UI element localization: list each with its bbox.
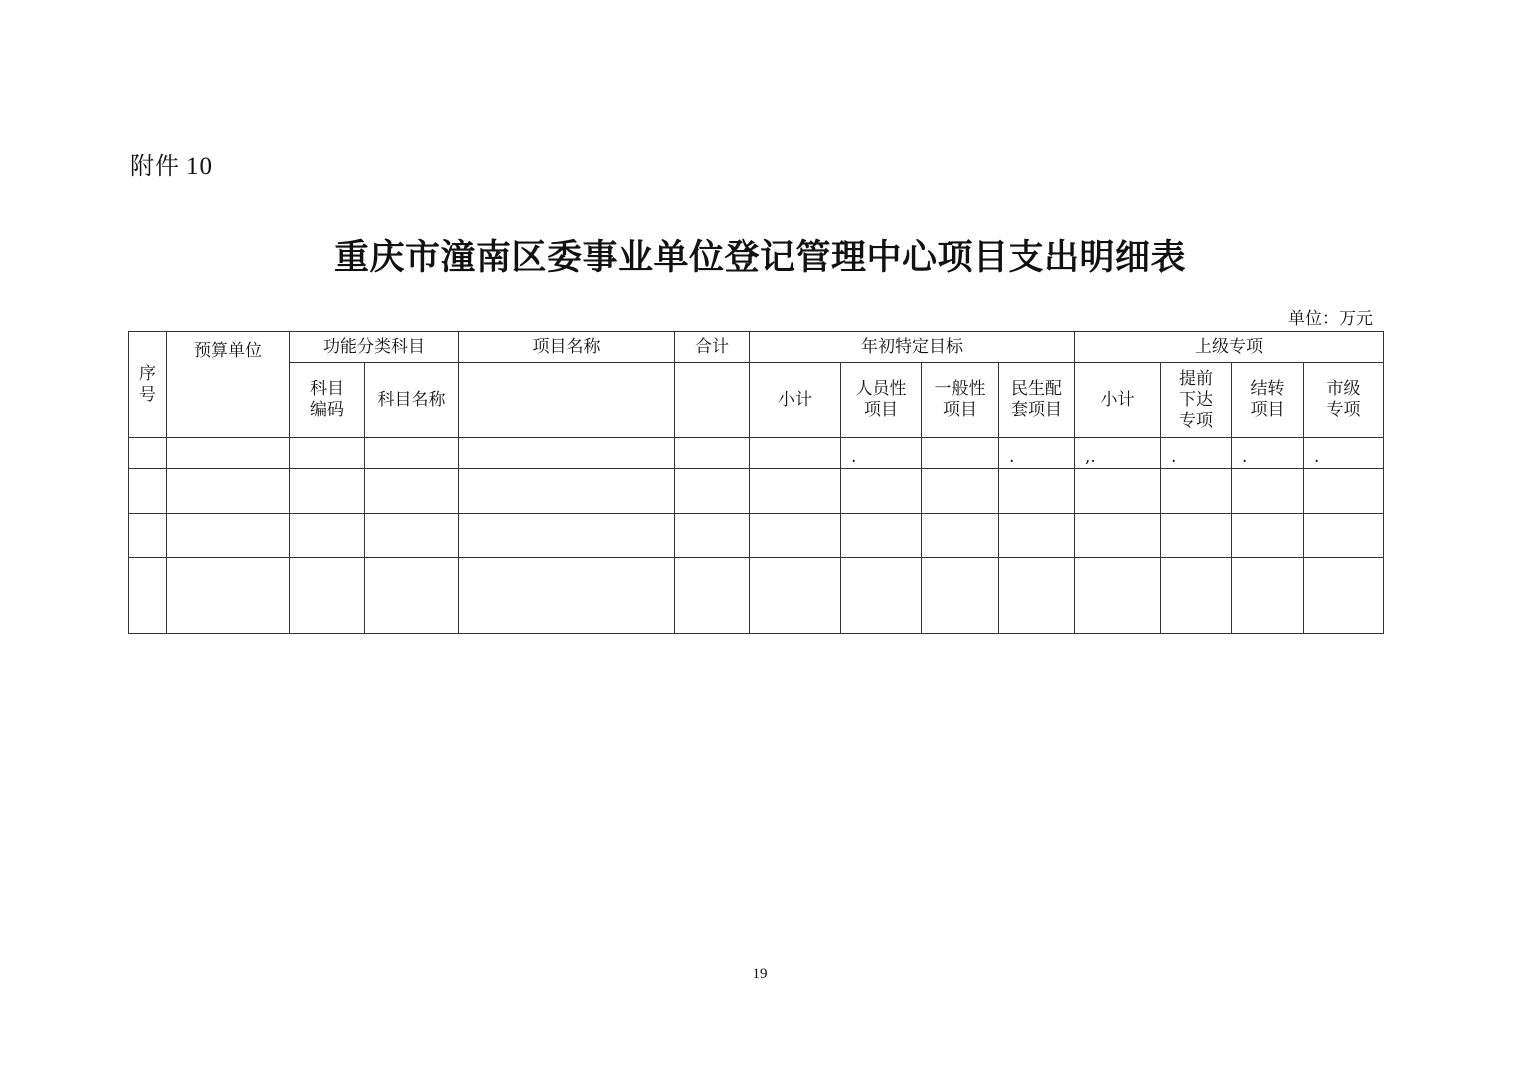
table-cell — [290, 438, 365, 469]
table-cell — [365, 438, 459, 469]
mark-city: . — [1304, 438, 1384, 469]
table-cell — [365, 558, 459, 634]
table-cell — [129, 558, 167, 634]
header-superior-subtotal: 小计 — [1075, 363, 1161, 438]
table-cell — [750, 438, 841, 469]
table-row — [129, 438, 1384, 469]
table-cell — [750, 469, 841, 514]
table-cell — [167, 558, 290, 634]
table-cell — [365, 514, 459, 558]
mark-superior-subtotal: ,. — [1075, 438, 1161, 469]
mark-personnel: . — [841, 438, 922, 469]
header-row-2 — [129, 363, 1384, 438]
table-cell — [750, 558, 841, 634]
header-seq: 序号 — [129, 332, 167, 438]
table-cell — [1161, 558, 1232, 634]
table-cell — [1304, 514, 1384, 558]
mark-livelihood: . — [999, 438, 1075, 469]
attachment-number: 10 — [186, 153, 213, 180]
header-advance-special: 提前下达专项 — [1161, 363, 1232, 438]
table-cell — [1161, 514, 1232, 558]
header-total: 合计 — [675, 332, 750, 363]
header-general-project: 一般性项目 — [922, 363, 999, 438]
table-cell — [1232, 558, 1304, 634]
table-cell — [999, 558, 1075, 634]
attachment-label — [130, 146, 213, 181]
header-total-blank — [675, 363, 750, 438]
header-subject-code: 科目编码 — [290, 363, 365, 438]
table-cell — [129, 438, 167, 469]
expenditure-table — [128, 331, 1384, 634]
table-cell — [675, 514, 750, 558]
page-title: 重庆市潼南区委事业单位登记管理中心项目支出明细表 — [333, 237, 1186, 278]
table-cell — [841, 514, 922, 558]
table-cell — [999, 469, 1075, 514]
header-livelihood-project: 民生配套项目 — [999, 363, 1075, 438]
table-cell — [459, 438, 675, 469]
table-cell — [1232, 514, 1304, 558]
table-cell — [1161, 469, 1232, 514]
header-project-name: 项目名称 — [459, 332, 675, 363]
table-cell — [922, 514, 999, 558]
table-cell — [841, 558, 922, 634]
table-cell — [1075, 514, 1161, 558]
table-cell — [167, 469, 290, 514]
header-personnel-project: 人员性项目 — [841, 363, 922, 438]
table-cell — [1075, 558, 1161, 634]
table-cell — [167, 438, 290, 469]
table-cell — [841, 469, 922, 514]
table-cell — [1304, 469, 1384, 514]
header-carryover-project: 结转项目 — [1232, 363, 1304, 438]
table-cell — [290, 514, 365, 558]
header-city-special: 市级专项 — [1304, 363, 1384, 438]
header-initial-subtotal: 小计 — [750, 363, 841, 438]
table-cell — [1232, 469, 1304, 514]
table-cell — [167, 514, 290, 558]
table-cell — [459, 514, 675, 558]
unit-label: 单位：万元 — [1288, 309, 1373, 329]
table-cell — [750, 514, 841, 558]
table-cell — [290, 558, 365, 634]
table-cell — [922, 469, 999, 514]
table-cell — [1304, 558, 1384, 634]
table-cell — [675, 438, 750, 469]
page-number: 19 — [752, 966, 768, 982]
header-func-category: 功能分类科目 — [290, 332, 459, 363]
attachment-text: 附件 — [130, 152, 180, 180]
table-cell — [922, 438, 999, 469]
table-cell — [290, 469, 365, 514]
mark-carryover: . — [1232, 438, 1304, 469]
table-cell — [675, 558, 750, 634]
header-project-name-blank — [459, 363, 675, 438]
mark-advance: . — [1161, 438, 1232, 469]
table-cell — [459, 558, 675, 634]
table-cell — [1075, 469, 1161, 514]
header-budget-unit: 预算单位 — [167, 332, 290, 438]
header-row-1 — [129, 332, 1384, 363]
table-cell — [459, 469, 675, 514]
table-cell — [129, 514, 167, 558]
table-row — [129, 514, 1384, 558]
header-subject-name: 科目名称 — [365, 363, 459, 438]
header-initial-target: 年初特定目标 — [750, 332, 1075, 363]
header-superior-special: 上级专项 — [1075, 332, 1384, 363]
table-cell — [999, 514, 1075, 558]
table-cell — [675, 469, 750, 514]
table-row — [129, 558, 1384, 634]
table-cell — [129, 469, 167, 514]
table-cell — [365, 469, 459, 514]
table-row — [129, 469, 1384, 514]
table-cell — [922, 558, 999, 634]
